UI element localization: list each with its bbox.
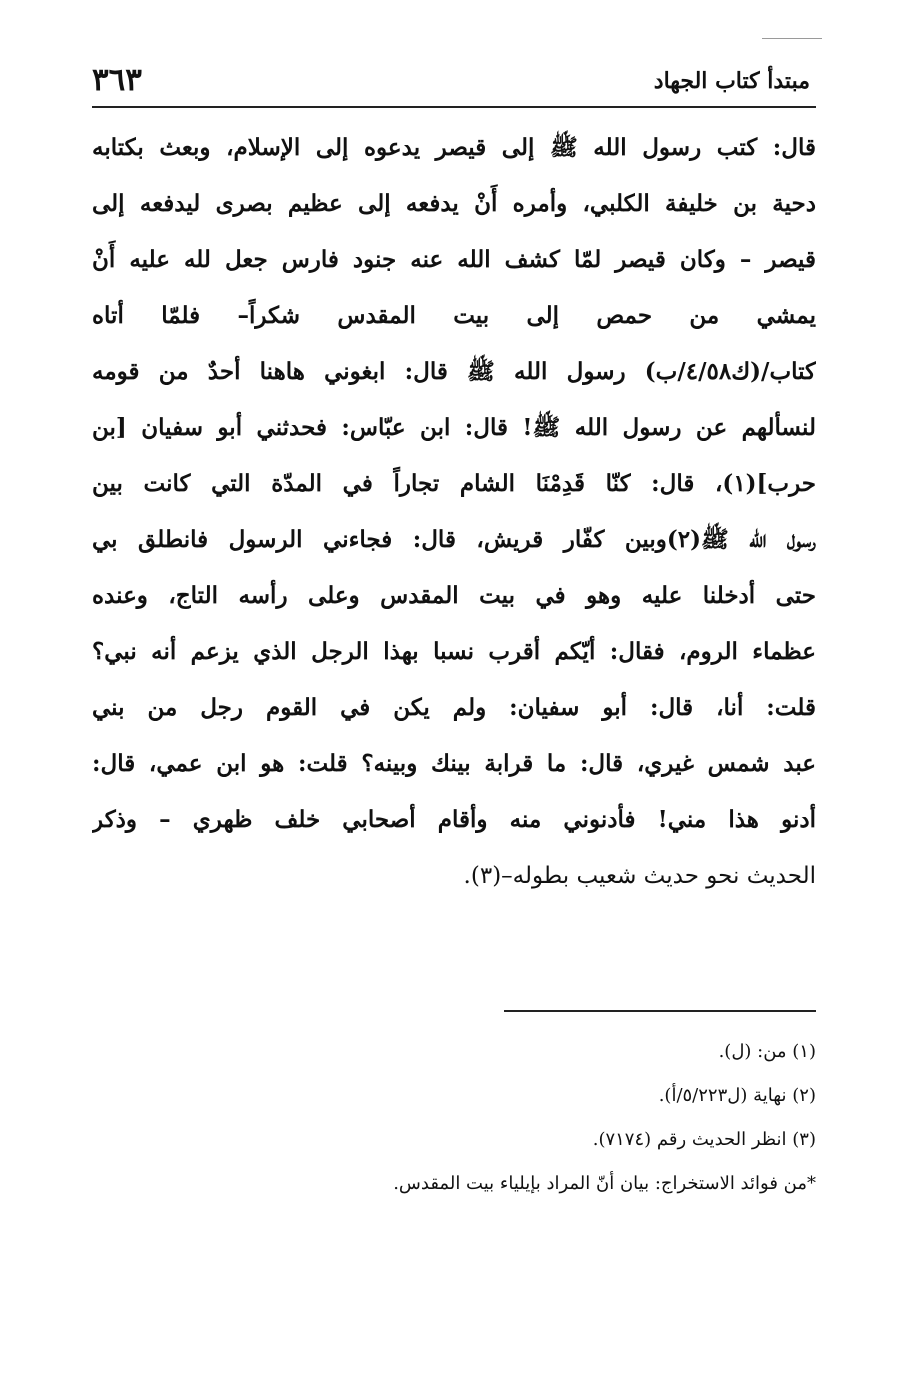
page-number: ٣٦٣ bbox=[92, 62, 142, 98]
footnote-2: (٢) نهاية (ل٥/٢٢٣/أ). bbox=[658, 1085, 816, 1106]
main-text bbox=[92, 120, 816, 904]
text-line: الحديث نحو حديث شعيب بطوله–(٣). bbox=[463, 863, 816, 889]
text-line: عظماء الروم، فقال: أيّكم أقرب نسبا بهذا الرجل الذي يزعم أنه نبي؟ bbox=[92, 638, 816, 665]
header-divider bbox=[92, 106, 816, 108]
footnote-benefit: *من فوائد الاستخراج: بيان أنّ المراد بإيلياء بيت المقدس. bbox=[393, 1173, 816, 1194]
footnote-1: (١) من: (ل). bbox=[718, 1041, 816, 1062]
text-line: قيصر – وكان قيصر لمّا كشف الله عنه جنود فارس جعل لله عليه أَنْ bbox=[92, 246, 816, 273]
footnote-3: (٣) انظر الحديث رقم (٧١٧٤). bbox=[592, 1129, 816, 1150]
running-title: مبتدأ كتاب الجهاد bbox=[653, 68, 810, 94]
text-line: حرب](١)، قال: كنّا قَدِمْنَا الشام تجاراً في المدّة التي كانت بين bbox=[92, 470, 816, 497]
text-line: لنسألهم عن رسول الله ﷺ! قال: ابن عبّاس: فحدثني أبو سفيان [بن bbox=[92, 414, 816, 441]
text-line: يمشي من حمص إلى بيت المقدس شكراً– فلمّا أتاه bbox=[92, 302, 816, 329]
text-line: كتاب/(ك٤/٥٨/ب) رسول الله ﷺ قال: ابغوني هاهنا أحدٌ من قومه bbox=[92, 358, 816, 385]
text-line: قلت: أنا، قال: أبو سفيان: ولم يكن في القوم رجل من بني bbox=[92, 694, 816, 721]
text-line: دحية بن خليفة الكلبي، وأمره أَنْ يدفعه إلى عظيم بصرى ليدفعه إلى bbox=[92, 190, 816, 217]
text-line: رسول الله ﷺ(٢)وبين كفّار قريش، قال: فجاءني الرسول فانطلق بي bbox=[92, 526, 816, 553]
page-header bbox=[92, 64, 810, 104]
footnotes bbox=[92, 1030, 816, 1206]
text-line: أدنو هذا مني! فأدنوني منه وأقام أصحابي خلف ظهري – وذكر bbox=[92, 806, 816, 833]
text-line: حتى أدخلنا عليه وهو في بيت المقدس وعلى رأسه التاج، وعنده bbox=[92, 582, 816, 609]
footnote-divider bbox=[504, 1010, 816, 1012]
text-line: قال: كتب رسول الله ﷺ إلى قيصر يدعوه إلى الإسلام، وبعث بكتابه bbox=[92, 134, 816, 161]
corner-scan-mark bbox=[762, 38, 822, 39]
text-line: عبد شمس غيري، قال: ما قرابة بينك وبينه؟ قلت: هو ابن عمي، قال: bbox=[92, 750, 816, 777]
